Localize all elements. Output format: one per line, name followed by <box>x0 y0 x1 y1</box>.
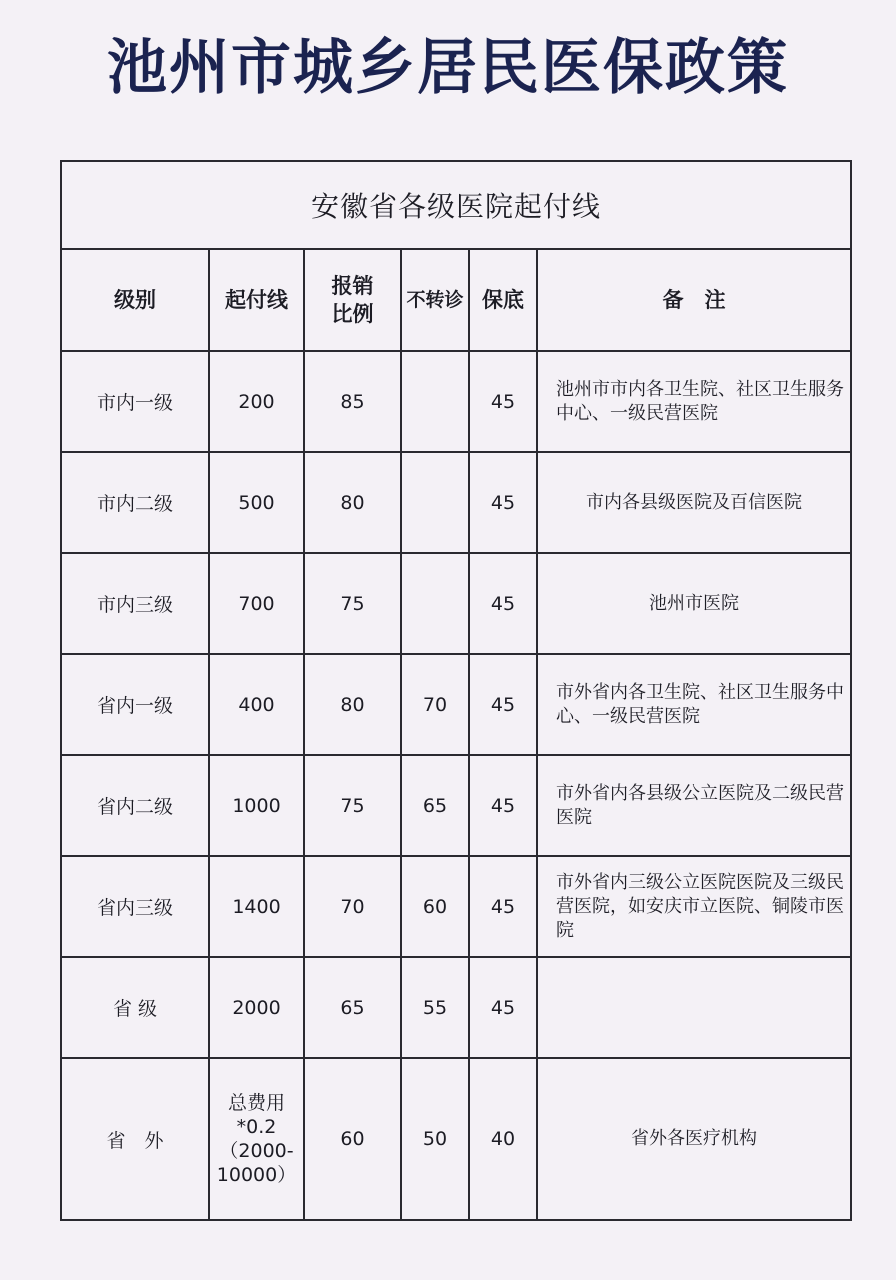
formula-line: （2000- <box>219 1140 294 1162</box>
header-ratio <box>304 249 401 351</box>
header-no-referral: 不转诊 <box>401 249 469 351</box>
table-caption: 安徽省各级医院起付线 <box>61 161 851 249</box>
cell-ratio: 75 <box>304 755 401 856</box>
cell-floor: 45 <box>469 957 537 1058</box>
cell-floor: 45 <box>469 856 537 957</box>
table-row <box>61 957 851 1058</box>
page-title: 池州市城乡居民医保政策 <box>107 33 789 103</box>
table-row <box>61 856 851 957</box>
header-level: 级别 <box>61 249 209 351</box>
threshold-table <box>60 160 852 1221</box>
cell-ratio: 85 <box>304 351 401 452</box>
header-ratio-line1: 报销 <box>331 274 374 298</box>
cell-no-referral: 70 <box>401 654 469 755</box>
table-row <box>61 351 851 452</box>
cell-level: 省内一级 <box>61 654 209 755</box>
cell-level: 市内三级 <box>61 553 209 654</box>
cell-threshold: 1000 <box>209 755 304 856</box>
header-threshold: 起付线 <box>209 249 304 351</box>
cell-ratio: 65 <box>304 957 401 1058</box>
cell-floor: 45 <box>469 553 537 654</box>
cell-no-referral: 60 <box>401 856 469 957</box>
cell-remark: 市外省内各县级公立医院及二级民营医院 <box>537 755 851 856</box>
cell-ratio: 70 <box>304 856 401 957</box>
table-row <box>61 553 851 654</box>
cell-ratio: 80 <box>304 654 401 755</box>
table-row <box>61 452 851 553</box>
cell-level: 省内二级 <box>61 755 209 856</box>
cell-floor: 45 <box>469 351 537 452</box>
cell-floor: 45 <box>469 654 537 755</box>
cell-remark: 池州市市内各卫生院、社区卫生服务中心、一级民营医院 <box>537 351 851 452</box>
cell-floor: 45 <box>469 452 537 553</box>
cell-threshold-formula <box>209 1058 304 1220</box>
cell-level: 市内一级 <box>61 351 209 452</box>
table-row <box>61 755 851 856</box>
formula-line: 总费用 <box>227 1092 285 1114</box>
cell-remark <box>537 957 851 1058</box>
cell-level: 省内三级 <box>61 856 209 957</box>
table-row <box>61 1058 851 1220</box>
cell-floor: 40 <box>469 1058 537 1220</box>
cell-no-referral <box>401 452 469 553</box>
cell-no-referral: 65 <box>401 755 469 856</box>
cell-ratio: 75 <box>304 553 401 654</box>
cell-no-referral: 50 <box>401 1058 469 1220</box>
cell-ratio: 80 <box>304 452 401 553</box>
cell-no-referral <box>401 351 469 452</box>
cell-floor: 45 <box>469 755 537 856</box>
cell-remark: 市外省内各卫生院、社区卫生服务中心、一级民营医院 <box>537 654 851 755</box>
formula-line: *0.2 <box>236 1116 277 1138</box>
cell-no-referral: 55 <box>401 957 469 1058</box>
header-floor: 保底 <box>469 249 537 351</box>
cell-remark: 池州市医院 <box>537 553 851 654</box>
header-ratio-line2: 比例 <box>331 302 374 326</box>
cell-threshold: 700 <box>209 553 304 654</box>
cell-no-referral <box>401 553 469 654</box>
table-header-row <box>61 249 851 351</box>
cell-remark: 省外各医疗机构 <box>537 1058 851 1220</box>
cell-threshold: 200 <box>209 351 304 452</box>
cell-level: 省 外 <box>61 1058 209 1220</box>
cell-level: 市内二级 <box>61 452 209 553</box>
cell-threshold: 400 <box>209 654 304 755</box>
cell-threshold: 2000 <box>209 957 304 1058</box>
cell-remark: 市内各县级医院及百信医院 <box>537 452 851 553</box>
cell-ratio: 60 <box>304 1058 401 1220</box>
cell-threshold: 500 <box>209 452 304 553</box>
cell-remark: 市外省内三级公立医院医院及三级民营医院，如安庆市立医院、铜陵市医院 <box>537 856 851 957</box>
cell-level: 省 级 <box>61 957 209 1058</box>
formula-line: 10000） <box>216 1164 297 1186</box>
table-row <box>61 654 851 755</box>
cell-threshold: 1400 <box>209 856 304 957</box>
header-remark: 备 注 <box>537 249 851 351</box>
